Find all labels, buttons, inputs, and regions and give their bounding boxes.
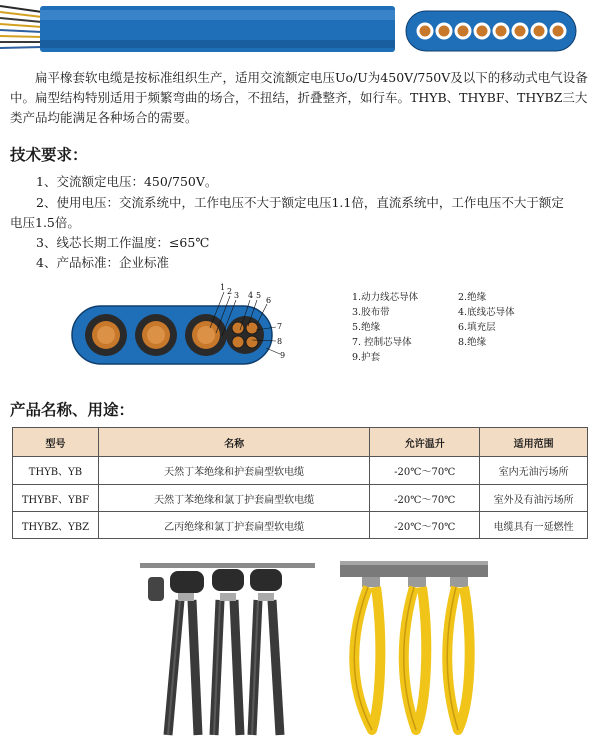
- cell-temp: -20℃～70℃: [370, 485, 480, 512]
- requirement-temperature: 3、线芯长期工作温度：≤65℃: [36, 235, 210, 250]
- table-row: [13, 457, 588, 485]
- yellow-cable-festoon-photo: [340, 555, 488, 737]
- table-row: [13, 485, 588, 512]
- legend-item: 6.填充层: [458, 322, 496, 333]
- power-core: [85, 314, 127, 356]
- legend-item: 7. 控制芯导体: [352, 337, 412, 348]
- header-name: 名称: [98, 428, 369, 457]
- cell-name: 乙丙绝缘和氯丁护套扁型软电缆: [98, 512, 369, 539]
- cell-model: THYBF、YBF: [13, 485, 99, 512]
- legend-item: 5.绝缘: [352, 322, 381, 333]
- callout-2: 2: [227, 287, 233, 296]
- cell-model: THYB、YB: [13, 457, 99, 485]
- header-temp: 允许温升: [370, 428, 480, 457]
- callout-5: 5: [256, 291, 262, 300]
- cable-structure-diagram: [70, 278, 300, 370]
- requirement-usage-voltage: 2、使用电压：交流系统中，工作电压不大于额定电压1.1倍，直流系统中，工作电压不大于额定: [36, 195, 564, 210]
- callout-8: 8: [277, 337, 283, 346]
- cell-name: 天然丁苯绝缘和护套扁型软电缆: [98, 457, 369, 485]
- requirement-usage-voltage-cont: 电压1.5倍。: [10, 215, 80, 230]
- black-cable-festoon-photo: [140, 555, 315, 737]
- callout-6: 6: [266, 296, 272, 305]
- callout-1: 1: [220, 283, 226, 292]
- legend-item: 4.底线芯导体: [458, 307, 515, 318]
- table-header-row: [13, 428, 588, 457]
- callout-4: 4: [248, 291, 254, 300]
- requirement-voltage: 1、交流额定电压：450/750V。: [36, 174, 218, 189]
- cell-temp: -20℃～70℃: [370, 512, 480, 539]
- intro-paragraph: 扁平橡套软电缆是按标准组织生产，适用交流额定电压Uo/U为450V/750V及以下的移动式电气设备中。扁型结构特别适用于频繁弯曲的场合，不扭结，折叠整齐，如行车。THYB、THYBF、THYBZ三大类产品均能满足各种场合的需要。: [10, 70, 588, 125]
- legend-item: 2.绝缘: [458, 292, 487, 303]
- core-conductor: [534, 26, 545, 37]
- core-conductor: [496, 26, 507, 37]
- header-model: 型号: [13, 428, 99, 457]
- core-conductor: [515, 26, 526, 37]
- products-title: 产品名称、用途：: [10, 401, 135, 419]
- core-conductor: [439, 26, 450, 37]
- core-conductor: [458, 26, 469, 37]
- cell-scope: 室外及有油污场所: [480, 485, 588, 512]
- cell-name: 天然丁苯绝缘和氯丁护套扁型软电缆: [98, 485, 369, 512]
- callout-9: 9: [280, 351, 286, 360]
- power-core: [135, 314, 177, 356]
- cable-photo-side: [0, 0, 395, 60]
- legend-item: 3.胶布带: [352, 307, 390, 318]
- core-conductor: [553, 26, 564, 37]
- header-scope: 适用范围: [480, 428, 588, 457]
- cable-photo-cross-section: [405, 10, 577, 52]
- callout-3: 3: [234, 291, 240, 300]
- cell-temp: -20℃～70℃: [370, 457, 480, 485]
- legend-item: 8.绝缘: [458, 337, 487, 348]
- diagram-legend-right: [458, 290, 515, 350]
- core-conductor: [420, 26, 431, 37]
- callout-7: 7: [277, 322, 283, 331]
- diagram-legend-left: [352, 290, 418, 365]
- cell-model: THYBZ、YBZ: [13, 512, 99, 539]
- legend-item: 9.护套: [352, 352, 381, 363]
- cell-scope: 室内无油污场所: [480, 457, 588, 485]
- cell-scope: 电缆具有一延燃性: [480, 512, 588, 539]
- tech-requirements-title: 技术要求：: [10, 146, 88, 164]
- legend-item: 1.动力线芯导体: [352, 292, 419, 303]
- requirement-standard: 4、产品标准：企业标准: [36, 255, 169, 270]
- products-table: [12, 427, 588, 539]
- table-row: [13, 512, 588, 539]
- core-conductor: [477, 26, 488, 37]
